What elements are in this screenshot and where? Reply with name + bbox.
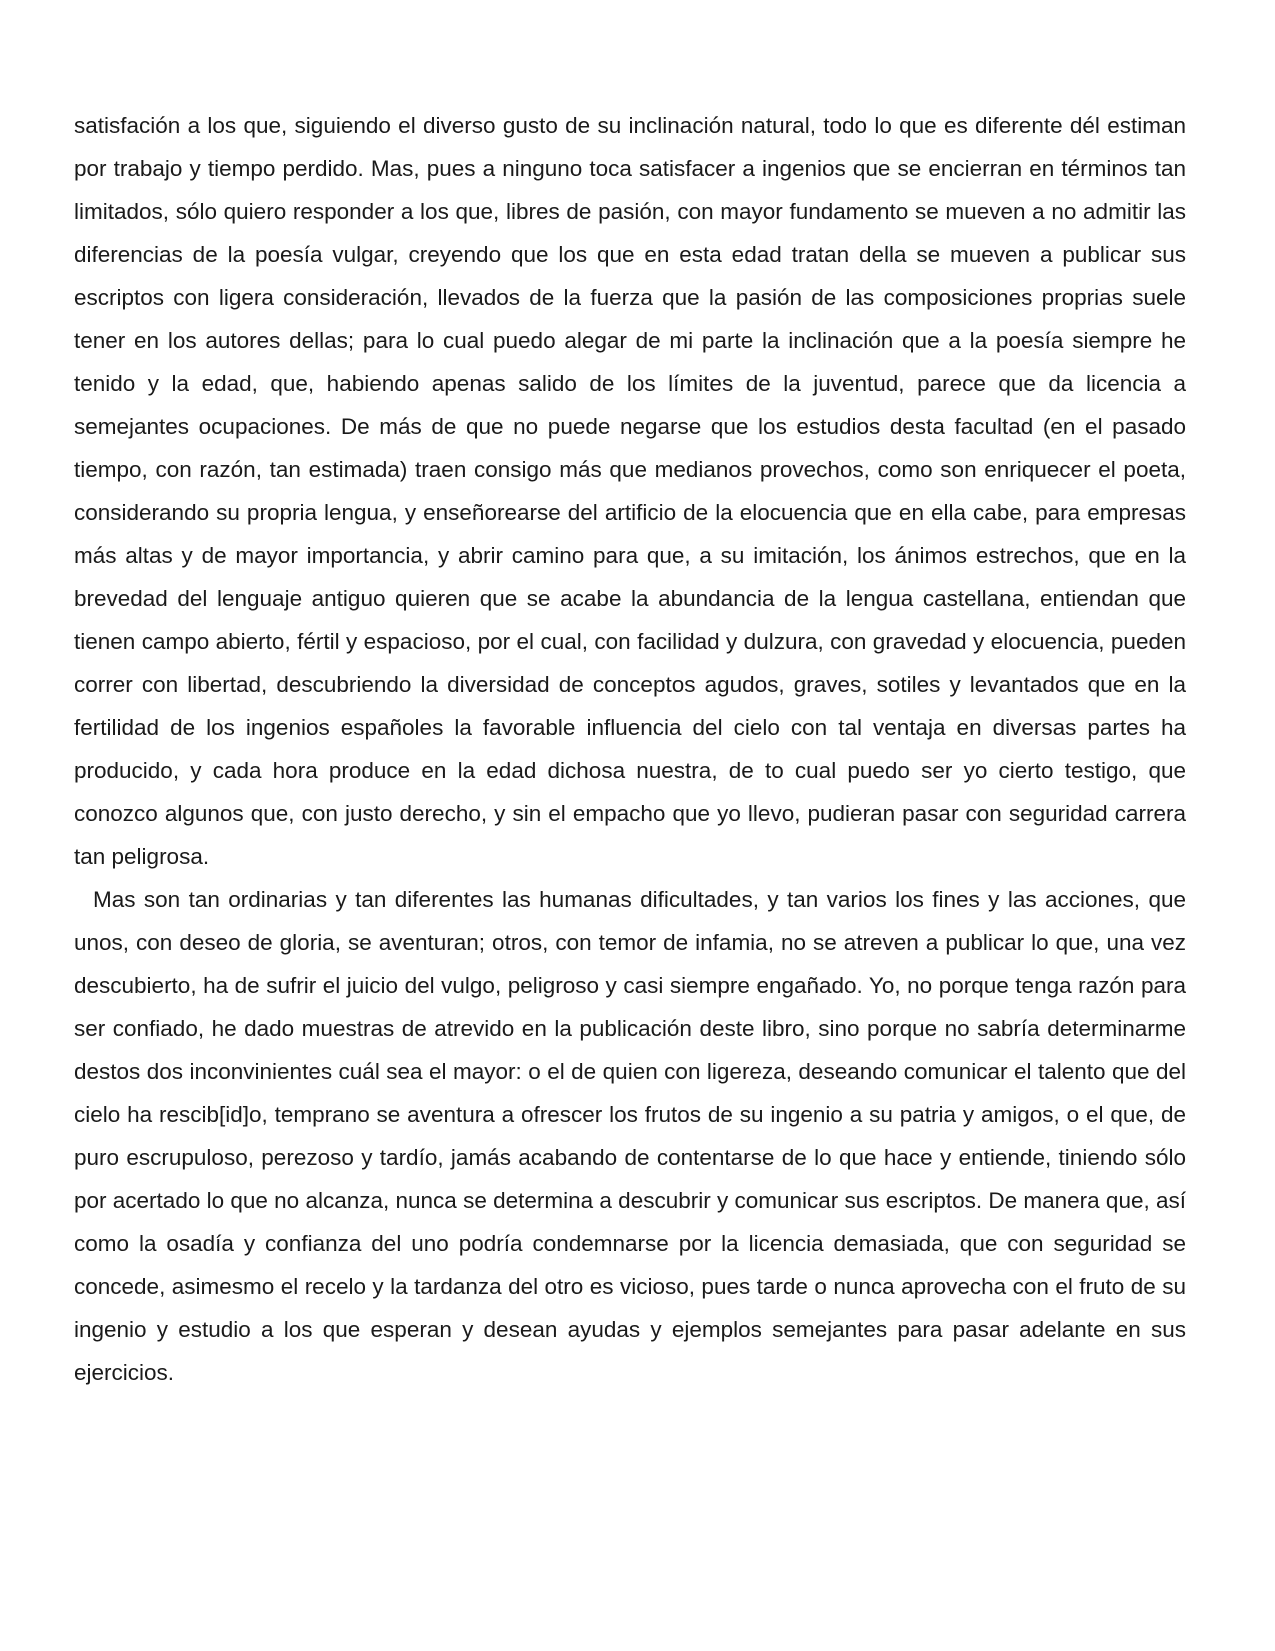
body-text <box>74 104 1186 1394</box>
paragraph-1: satisfación a los que, siguiendo el diverso gusto de su inclinación natural, todo lo que es diferente dél estiman por trabajo y tiempo perdido. Mas, pues a ninguno toca satisfacer a ingenios que se encierran en términos tan limitados, sólo quiero responder a los que, libres de pasión, con mayor fundamento se mueven a no admitir las diferencias de la poesía vulgar, creyendo que los que en esta edad tratan della se mueven a publicar sus escriptos con ligera consideración, llevados de la fuerza que la pasión de las composiciones proprias suele tener en los autores dellas; para lo cual puedo alegar de mi parte la inclinación que a la poesía siempre he tenido y la edad, que, habiendo apenas salido de los límites de la juventud, parece que da licencia a semejantes ocupaciones. De más de que no puede negarse que los estudios desta facultad (en el pasado tiempo, con razón, tan estimada) traen consigo más que medianos provechos, como son enriquecer el poeta, considerando su propria lengua, y enseñorearse del artificio de la elocuencia que en ella cabe, para empresas más altas y de mayor importancia, y abrir camino para que, a su imitación, los ánimos estrechos, que en la brevedad del lenguaje antiguo quieren que se acabe la abundancia de la lengua castellana, entiendan que tienen campo abierto, fértil y espacioso, por el cual, con facilidad y dulzura, con gravedad y elocuencia, pueden correr con libertad, descubriendo la diversidad de conceptos agudos, graves, sotiles y levantados que en la fertilidad de los ingenios españoles la favorable influencia del cielo con tal ventaja en diversas partes ha producido, y cada hora produce en la edad dichosa nuestra, de to cual puedo ser yo cierto testigo, que conozco algunos que, con justo derecho, y sin el empacho que yo llevo, pudieran pasar con seguridad carrera tan peligrosa. <box>74 113 1186 869</box>
paragraph-2: Mas son tan ordinarias y tan diferentes las humanas dificultades, y tan varios los fines y las acciones, que unos, con deseo de gloria, se aventuran; otros, con temor de infamia, no se atreven a publicar lo que, una vez descubierto, ha de sufrir el juicio del vulgo, peligroso y casi siempre engañado. Yo, no porque tenga razón para ser confiado, he dado muestras de atrevido en la publicación deste libro, sino porque no sabría determinarme destos dos inconvinientes cuál sea el mayor: o el de quien con ligereza, deseando comunicar el talento que del cielo ha rescib[id]o, temprano se aventura a ofrescer los frutos de su ingenio a su patria y amigos, o el que, de puro escrupuloso, perezoso y tardío, jamás acabando de contentarse de lo que hace y entiende, tiniendo sólo por acertado lo que no alcanza, nunca se determina a descubrir y comunicar sus escriptos. De manera que, así como la osadía y confianza del uno podría condemnarse por la licencia demasiada, que con seguridad se concede, asimesmo el recelo y la tardanza del otro es vicioso, pues tarde o nunca aprovecha con el fruto de su ingenio y estudio a los que esperan y desean ayudas y ejemplos semejantes para pasar adelante en sus ejercicios. <box>74 887 1186 1385</box>
